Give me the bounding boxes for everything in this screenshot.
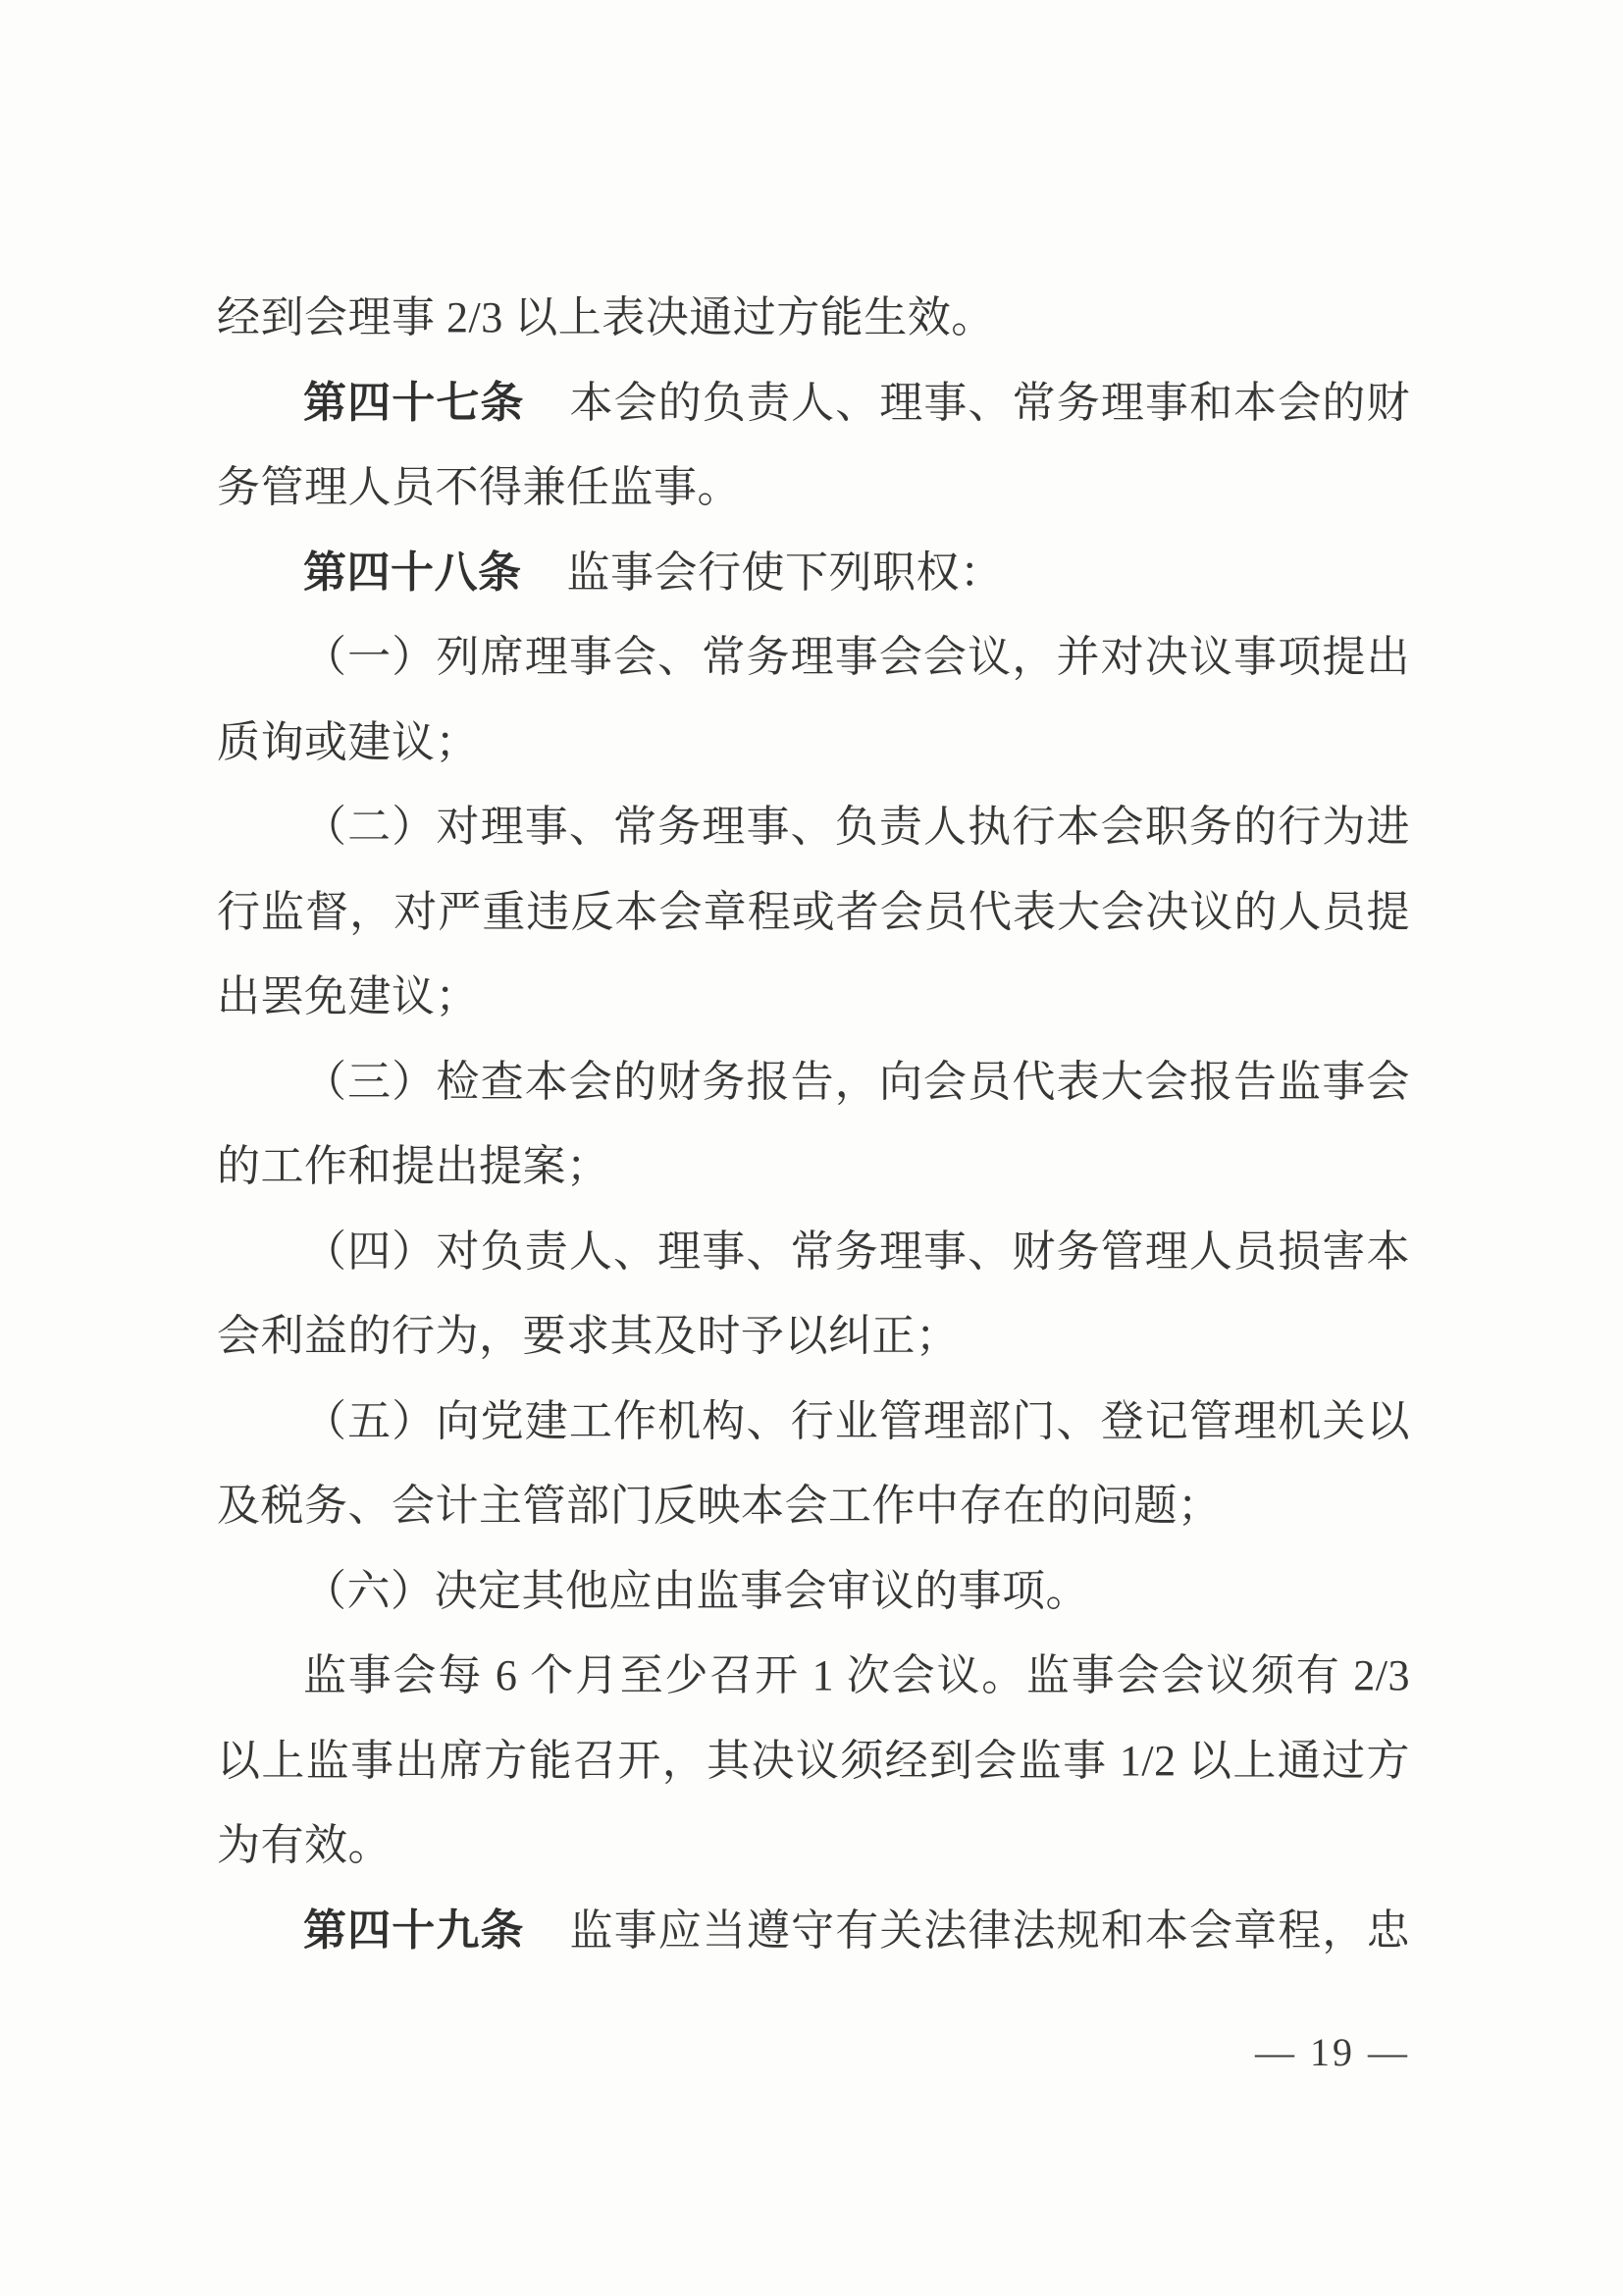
text-line [217,1719,1410,1804]
text-line [217,1124,1410,1210]
text-line [217,445,1410,531]
line-text: （三）检查本会的财务报告，向会员代表大会报告监事会 [303,1057,1410,1106]
text-line-article-49 [217,1889,1410,1974]
text-line-item-3 [217,1040,1410,1125]
line-text: 监事应当遵守有关法律法规和本会章程，忠 [569,1905,1411,1955]
text-line-item-5 [217,1380,1410,1465]
page-number: — 19 — [1255,2030,1410,2074]
line-text: （四）对负责人、理事、常务理事、财务管理人员损害本 [303,1226,1410,1276]
text-line [217,870,1410,956]
text-line [217,1634,1410,1719]
line-text: 行监督，对严重违反本会章程或者会员代表大会决议的人员提 [217,887,1410,936]
text-line-article-48 [217,531,1410,616]
text-line-item-4 [217,1210,1410,1295]
text-line [217,701,1410,786]
text-line [217,1464,1410,1549]
line-text: （六）决定其他应由监事会审议的事项。 [303,1566,1089,1615]
line-text: 质询或建议； [217,717,479,766]
line-text: （一）列席理事会、常务理事会会议，并对决议事项提出 [303,633,1410,681]
text-line-item-2 [217,785,1410,870]
line-text: （五）向党建工作机构、行业管理部门、登记管理机关以 [303,1396,1410,1445]
line-text: 监事会行使下列职权： [566,548,1004,597]
line-text: 经到会理事 2/3 以上表决通过方能生效。 [217,293,995,341]
text-line-article-47 [217,361,1410,446]
line-text: （二）对理事、常务理事、负责人执行本会职务的行为进 [303,803,1410,851]
line-text: 的工作和提出提案； [217,1142,610,1190]
line-text: 为有效。 [217,1821,392,1869]
line-text: 监事会每 6 个月至少召开 1 次会议。监事会会议须有 2/3 [303,1651,1410,1699]
line-text: 出罢免建议； [217,972,479,1020]
text-line [217,1803,1410,1889]
text-line-item-1 [217,615,1410,701]
text-line-item-6 [217,1549,1410,1635]
line-text: 会利益的行为，要求其及时予以纠正； [217,1312,960,1360]
text-line [217,276,1410,361]
line-text: 本会的负责人、理事、常务理事和本会的财 [569,378,1411,427]
article-heading: 第四十七条 [303,378,525,427]
line-text: 以上监事出席方能召开，其决议须经到会监事 1/2 以上通过方 [217,1736,1410,1785]
article-heading: 第四十八条 [303,548,522,597]
text-line [217,955,1410,1040]
text-line [217,1294,1410,1380]
line-text: 务管理人员不得兼任监事。 [217,463,741,511]
article-heading: 第四十九条 [303,1905,525,1955]
document-body [217,276,1410,1973]
line-text: 及税务、会计主管部门反映本会工作中存在的问题； [217,1482,1222,1530]
